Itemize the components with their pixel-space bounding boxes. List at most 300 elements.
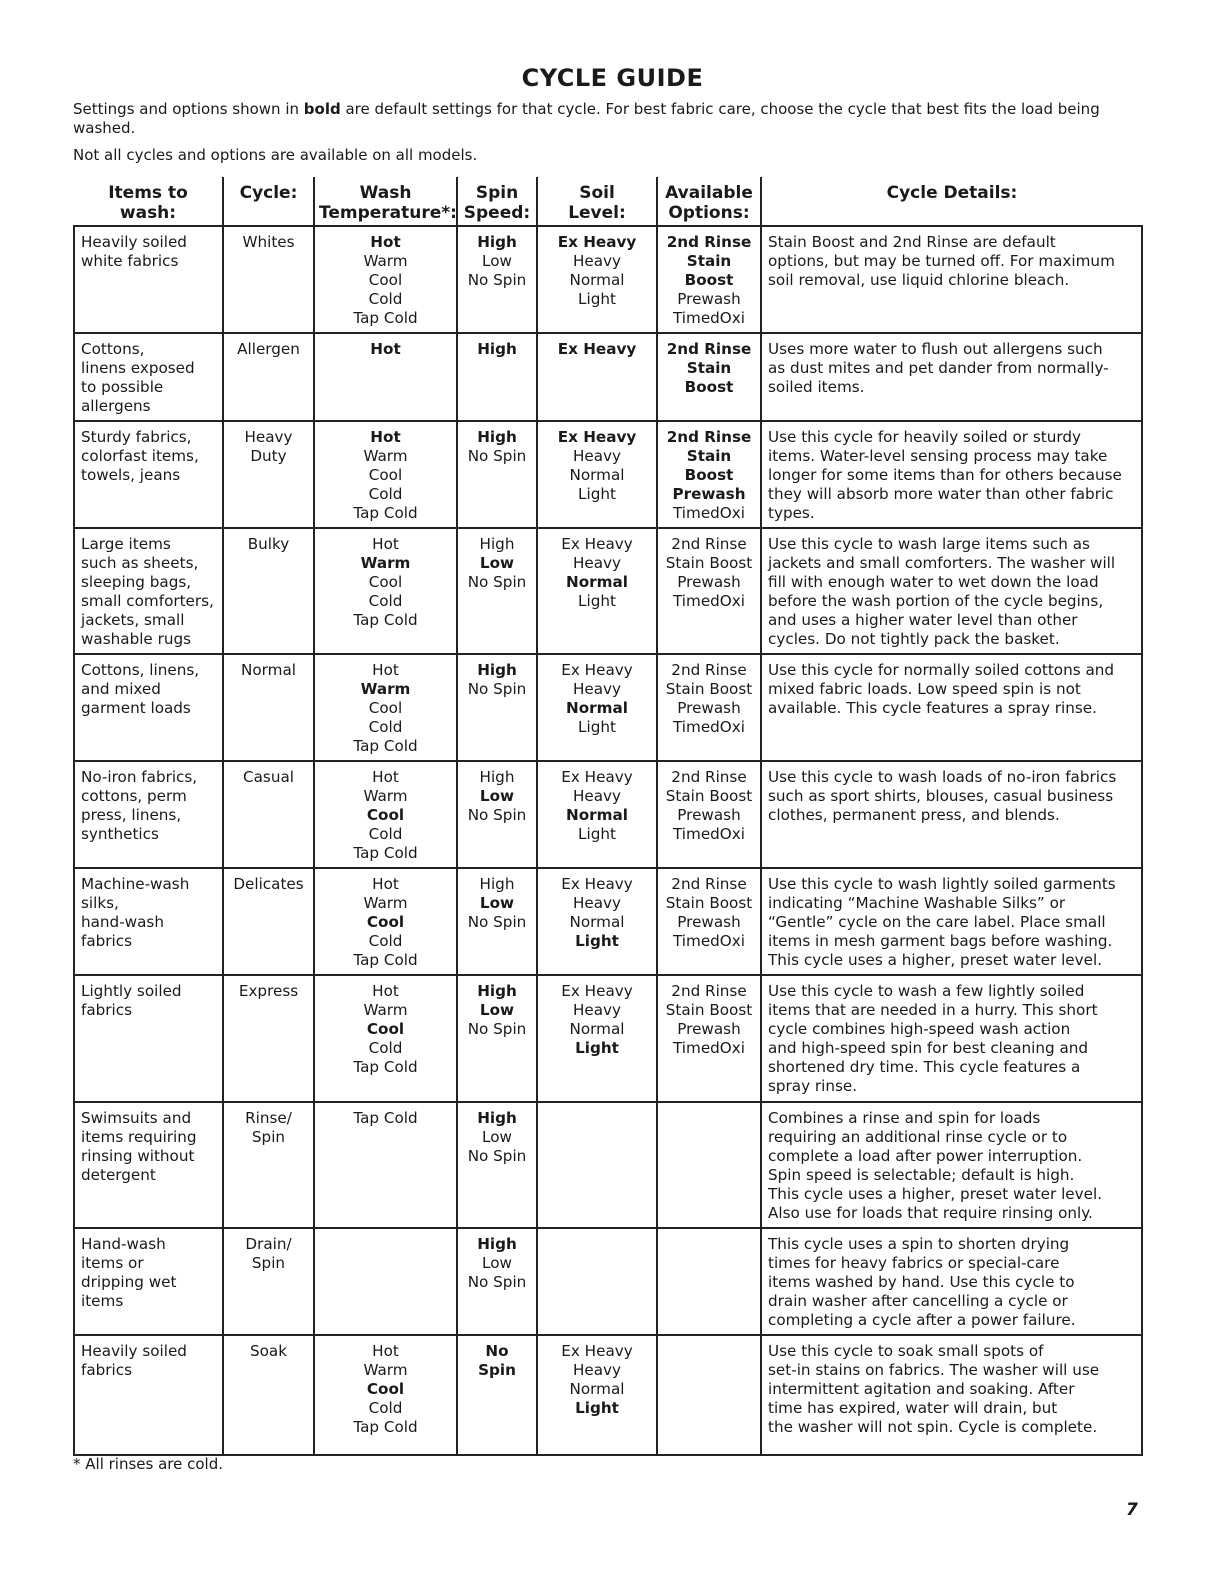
temp-value: Cool bbox=[368, 271, 403, 289]
cycle-text: Rinse/ bbox=[245, 1109, 292, 1127]
spin-value: High bbox=[479, 535, 515, 553]
temp-value: Tap Cold bbox=[353, 1058, 418, 1076]
details-text: Use this cycle to wash loads of no-iron fabrics bbox=[768, 768, 1117, 786]
details-text: items. Water-level sensing process may take bbox=[768, 447, 1108, 465]
details-cell bbox=[761, 1228, 1142, 1335]
temp-value: Cool bbox=[366, 806, 405, 824]
items-cell bbox=[74, 1335, 223, 1455]
options-value: Stain Boost bbox=[665, 894, 753, 912]
temp-value: Tap Cold bbox=[353, 309, 418, 327]
spin-value: No Spin bbox=[467, 913, 527, 931]
options-value: TimedOxi bbox=[673, 932, 745, 950]
temp-value: Cold bbox=[368, 1399, 403, 1417]
items-text: Heavily soiled bbox=[81, 233, 187, 251]
options-value: 2nd Rinse bbox=[666, 340, 752, 358]
soil-value: Normal bbox=[569, 271, 625, 289]
options-value: 2nd Rinse bbox=[671, 661, 747, 679]
header-soil-text: Level: bbox=[568, 203, 626, 223]
items-text: Cottons, linens, bbox=[81, 661, 200, 679]
soil-value: Light bbox=[578, 290, 616, 308]
details-text: drain washer after cancelling a cycle or bbox=[768, 1292, 1068, 1310]
temp-cell bbox=[314, 1335, 457, 1455]
table-row bbox=[74, 333, 1142, 421]
temp-value: Warm bbox=[363, 894, 408, 912]
intro-paragraph-2: Not all cycles and options are available on all models. bbox=[73, 146, 478, 164]
details-text: jackets and small comforters. The washer will bbox=[768, 554, 1116, 572]
details-text: options, but may be turned off. For maximum bbox=[768, 252, 1115, 270]
details-text: requiring an additional rinse cycle or to bbox=[768, 1128, 1068, 1146]
details-text: soil removal, use liquid chlorine bleach. bbox=[768, 271, 1070, 289]
header-spin-text: Spin bbox=[475, 183, 519, 203]
items-text: colorfast items, bbox=[81, 447, 199, 465]
table-body bbox=[74, 226, 1142, 1455]
items-cell bbox=[74, 1228, 223, 1335]
soil-value: Light bbox=[578, 825, 616, 843]
items-text: press, linens, bbox=[81, 806, 182, 824]
temp-value: Warm bbox=[363, 787, 408, 805]
soil-value: Ex Heavy bbox=[561, 535, 633, 553]
table-row bbox=[74, 975, 1142, 1102]
cycle-cell bbox=[223, 1335, 314, 1455]
details-text: and uses a higher water level than other bbox=[768, 611, 1078, 629]
spin-cell bbox=[457, 528, 537, 654]
temp-value: Cool bbox=[368, 573, 403, 591]
intro-text-part: are default settings for that cycle. For best fabric care, choose the cycle that best fits the load being washed. bbox=[73, 100, 1100, 137]
details-text: “Gentle” cycle on the care label. Place small bbox=[768, 913, 1106, 931]
details-text: before the wash portion of the cycle begins, bbox=[768, 592, 1104, 610]
table-row bbox=[74, 528, 1142, 654]
temp-value: Cool bbox=[366, 1020, 405, 1038]
cycle-text: Spin bbox=[251, 1254, 286, 1272]
details-text: fill with enough water to wet down the load bbox=[768, 573, 1099, 591]
temp-value: Cool bbox=[366, 1380, 405, 1398]
items-text: white fabrics bbox=[81, 252, 179, 270]
temp-cell bbox=[314, 226, 457, 333]
options-value: Prewash bbox=[677, 573, 741, 591]
page-title: CYCLE GUIDE bbox=[521, 64, 704, 92]
header-soil bbox=[537, 177, 657, 226]
spin-value: Low bbox=[479, 894, 515, 912]
spin-value: Low bbox=[479, 554, 515, 572]
soil-cell bbox=[537, 975, 657, 1102]
table-row bbox=[74, 868, 1142, 975]
soil-value: Normal bbox=[569, 1380, 625, 1398]
items-text: Swimsuits and bbox=[81, 1109, 192, 1127]
temp-value: Cool bbox=[368, 699, 403, 717]
temp-value: Hot bbox=[372, 768, 399, 786]
cycle-text: Spin bbox=[251, 1128, 286, 1146]
soil-value: Heavy bbox=[572, 1001, 622, 1019]
items-cell bbox=[74, 528, 223, 654]
details-text: This cycle uses a higher, preset water level. bbox=[768, 951, 1103, 969]
details-text: soiled items. bbox=[768, 378, 865, 396]
spin-value: Low bbox=[482, 252, 512, 270]
spin-value: High bbox=[477, 1235, 517, 1253]
details-text: Stain Boost and 2nd Rinse are default bbox=[768, 233, 1056, 251]
options-cell bbox=[657, 421, 761, 528]
items-text: items requiring bbox=[81, 1128, 197, 1146]
items-text: such as sheets, bbox=[81, 554, 199, 572]
options-value: Stain Boost bbox=[665, 554, 753, 572]
details-cell bbox=[761, 761, 1142, 868]
temp-value: Tap Cold bbox=[353, 504, 418, 522]
temp-value: Warm bbox=[360, 554, 411, 572]
details-cell bbox=[761, 1335, 1142, 1455]
items-cell bbox=[74, 333, 223, 421]
cycle-cell bbox=[223, 654, 314, 761]
temp-cell bbox=[314, 654, 457, 761]
cycle-cell bbox=[223, 421, 314, 528]
options-cell bbox=[657, 226, 761, 333]
header-soil-text: Soil bbox=[579, 183, 615, 203]
header-details bbox=[761, 177, 1142, 226]
temp-value: Hot bbox=[372, 875, 399, 893]
cycle-text: Allergen bbox=[237, 340, 300, 358]
soil-value: Ex Heavy bbox=[561, 1342, 633, 1360]
spin-cell bbox=[457, 868, 537, 975]
items-cell bbox=[74, 761, 223, 868]
items-text: towels, jeans bbox=[81, 466, 181, 484]
options-value: Prewash bbox=[677, 913, 741, 931]
details-text: This cycle uses a spin to shorten drying bbox=[768, 1235, 1070, 1253]
options-value: TimedOxi bbox=[673, 718, 745, 736]
spin-value: High bbox=[477, 428, 517, 446]
soil-value: Heavy bbox=[572, 787, 622, 805]
details-text: items that are needed in a hurry. This short bbox=[768, 1001, 1098, 1019]
details-text: and high-speed spin for best cleaning and bbox=[768, 1039, 1089, 1057]
options-value: Stain Boost bbox=[665, 1001, 753, 1019]
details-cell bbox=[761, 528, 1142, 654]
spin-cell bbox=[457, 333, 537, 421]
details-cell bbox=[761, 868, 1142, 975]
soil-value: Normal bbox=[569, 1020, 625, 1038]
options-cell bbox=[657, 975, 761, 1102]
header-spin bbox=[457, 177, 537, 226]
items-text: Lightly soiled bbox=[81, 982, 182, 1000]
items-text: dripping wet bbox=[81, 1273, 177, 1291]
table-row bbox=[74, 761, 1142, 868]
details-text: clothes, permanent press, and blends. bbox=[768, 806, 1060, 824]
items-text: Sturdy fabrics, bbox=[81, 428, 192, 446]
details-text: Use this cycle to wash lightly soiled garments bbox=[768, 875, 1116, 893]
header-items-text: wash: bbox=[119, 203, 177, 223]
table-row bbox=[74, 654, 1142, 761]
items-text: fabrics bbox=[81, 1361, 133, 1379]
details-text: time has expired, water will drain, but bbox=[768, 1399, 1058, 1417]
soil-value: Light bbox=[575, 932, 619, 950]
spin-value: High bbox=[479, 875, 515, 893]
details-text: items washed by hand. Use this cycle to bbox=[768, 1273, 1075, 1291]
details-cell bbox=[761, 1102, 1142, 1228]
items-text: Cottons, bbox=[81, 340, 145, 358]
soil-value: Normal bbox=[566, 699, 628, 717]
spin-value: Low bbox=[482, 1128, 512, 1146]
items-cell bbox=[74, 1102, 223, 1228]
options-value: TimedOxi bbox=[673, 1039, 745, 1057]
soil-value: Light bbox=[575, 1399, 619, 1417]
items-text: Hand-wash bbox=[81, 1235, 166, 1253]
temp-value: Tap Cold bbox=[353, 1418, 418, 1436]
details-text: available. This cycle features a spray rinse. bbox=[768, 699, 1097, 717]
intro-text-part: Settings and options shown in bbox=[73, 100, 304, 118]
spin-value: High bbox=[477, 1109, 517, 1127]
details-text: longer for some items than for others because bbox=[768, 466, 1122, 484]
options-cell bbox=[657, 1335, 761, 1455]
items-cell bbox=[74, 421, 223, 528]
soil-value: Ex Heavy bbox=[561, 982, 633, 1000]
soil-cell bbox=[537, 1335, 657, 1455]
items-cell bbox=[74, 975, 223, 1102]
items-cell bbox=[74, 654, 223, 761]
soil-value: Normal bbox=[566, 573, 628, 591]
details-text: Uses more water to flush out allergens such bbox=[768, 340, 1103, 358]
details-text: as dust mites and pet dander from normally- bbox=[768, 359, 1109, 377]
options-value: 2nd Rinse bbox=[666, 233, 752, 251]
temp-value: Cold bbox=[368, 1039, 403, 1057]
details-text: types. bbox=[768, 504, 815, 522]
temp-cell bbox=[314, 528, 457, 654]
spin-value: Low bbox=[479, 787, 515, 805]
cycle-cell bbox=[223, 528, 314, 654]
soil-value: Light bbox=[578, 718, 616, 736]
options-value: Stain Boost bbox=[665, 680, 753, 698]
temp-value: Tap Cold bbox=[353, 1109, 418, 1127]
temp-value: Cold bbox=[368, 825, 403, 843]
options-value: Stain Boost bbox=[684, 359, 734, 396]
soil-value: Heavy bbox=[572, 554, 622, 572]
temp-value: Warm bbox=[363, 252, 408, 270]
header-options-text: Options: bbox=[668, 203, 750, 223]
options-cell bbox=[657, 528, 761, 654]
details-text: cycles. Do not tightly pack the basket. bbox=[768, 630, 1060, 648]
details-text: intermittent agitation and soaking. After bbox=[768, 1380, 1075, 1398]
temp-value: Cold bbox=[368, 485, 403, 503]
temp-value: Hot bbox=[372, 1342, 399, 1360]
items-text: small comforters, bbox=[81, 592, 214, 610]
options-cell bbox=[657, 333, 761, 421]
cycle-text: Duty bbox=[250, 447, 287, 465]
options-cell bbox=[657, 1228, 761, 1335]
temp-cell bbox=[314, 868, 457, 975]
soil-cell bbox=[537, 421, 657, 528]
spin-cell bbox=[457, 1228, 537, 1335]
soil-value: Normal bbox=[569, 913, 625, 931]
items-text: synthetics bbox=[81, 825, 159, 843]
items-text: rinsing without bbox=[81, 1147, 195, 1165]
soil-cell bbox=[537, 528, 657, 654]
details-text: times for heavy fabrics or special-care bbox=[768, 1254, 1060, 1272]
header-spin-text: Speed: bbox=[463, 203, 531, 223]
details-text: This cycle uses a higher, preset water level. bbox=[768, 1185, 1103, 1203]
details-cell bbox=[761, 226, 1142, 333]
options-value: 2nd Rinse bbox=[671, 875, 747, 893]
temp-value: Hot bbox=[370, 340, 401, 358]
temp-cell bbox=[314, 1228, 457, 1335]
details-text: completing a cycle after a power failure. bbox=[768, 1311, 1076, 1329]
header-options bbox=[657, 177, 761, 226]
cycle-text: Soak bbox=[249, 1342, 288, 1360]
items-text: jackets, small bbox=[81, 611, 185, 629]
soil-value: Heavy bbox=[572, 447, 622, 465]
details-cell bbox=[761, 333, 1142, 421]
spin-cell bbox=[457, 226, 537, 333]
page-number: 7 bbox=[1126, 1500, 1138, 1520]
header-temp-text: Wash bbox=[359, 183, 412, 203]
items-text: sleeping bags, bbox=[81, 573, 192, 591]
items-text: allergens bbox=[81, 397, 151, 415]
cycle-text: Heavy bbox=[244, 428, 293, 446]
items-text: Machine-wash bbox=[81, 875, 190, 893]
options-value: 2nd Rinse bbox=[666, 428, 752, 446]
temp-value: Cool bbox=[366, 913, 405, 931]
soil-cell bbox=[537, 226, 657, 333]
soil-value: Ex Heavy bbox=[557, 340, 637, 358]
options-cell bbox=[657, 654, 761, 761]
items-text: washable rugs bbox=[81, 630, 192, 648]
details-text: the washer will not spin. Cycle is complete. bbox=[768, 1418, 1098, 1436]
header-cycle bbox=[223, 177, 314, 226]
spin-value: High bbox=[479, 768, 515, 786]
items-text: hand-wash bbox=[81, 913, 164, 931]
details-text: Use this cycle to soak small spots of bbox=[768, 1342, 1044, 1360]
soil-value: Ex Heavy bbox=[557, 428, 637, 446]
items-cell bbox=[74, 226, 223, 333]
details-text: mixed fabric loads. Low speed spin is not bbox=[768, 680, 1081, 698]
spin-value: No Spin bbox=[467, 1147, 527, 1165]
temp-value: Tap Cold bbox=[353, 844, 418, 862]
items-text: items or bbox=[81, 1254, 144, 1272]
temp-value: Cold bbox=[368, 592, 403, 610]
spin-value: High bbox=[477, 233, 517, 251]
spin-value: High bbox=[477, 661, 517, 679]
spin-cell bbox=[457, 1102, 537, 1228]
soil-value: Ex Heavy bbox=[557, 233, 637, 251]
temp-cell bbox=[314, 761, 457, 868]
temp-value: Hot bbox=[372, 535, 399, 553]
items-text: linens exposed bbox=[81, 359, 195, 377]
temp-value: Cool bbox=[368, 466, 403, 484]
intro-text bbox=[73, 100, 1143, 173]
details-text: cycle combines high-speed wash action bbox=[768, 1020, 1071, 1038]
header-details-text: Cycle Details: bbox=[886, 183, 1018, 203]
cycle-cell bbox=[223, 1102, 314, 1228]
options-value: TimedOxi bbox=[673, 825, 745, 843]
intro-paragraph-1 bbox=[73, 100, 1143, 138]
items-text: fabrics bbox=[81, 932, 133, 950]
options-cell bbox=[657, 868, 761, 975]
table-row bbox=[74, 226, 1142, 333]
cycle-text: Bulky bbox=[247, 535, 290, 553]
spin-value: No Spin bbox=[467, 447, 527, 465]
temp-value: Warm bbox=[363, 447, 408, 465]
spin-value: High bbox=[477, 982, 517, 1000]
items-text: silks, bbox=[81, 894, 119, 912]
options-value: 2nd Rinse bbox=[671, 982, 747, 1000]
details-text: Spin speed is selectable; default is high. bbox=[768, 1166, 1075, 1184]
spin-value: No Spin bbox=[467, 1273, 527, 1291]
options-value: 2nd Rinse bbox=[671, 768, 747, 786]
cycle-text: Whites bbox=[242, 233, 295, 251]
spin-cell bbox=[457, 761, 537, 868]
spin-cell bbox=[457, 975, 537, 1102]
items-text: cottons, perm bbox=[81, 787, 187, 805]
items-text: fabrics bbox=[81, 1001, 133, 1019]
spin-value: No Spin bbox=[467, 271, 527, 289]
items-text: items bbox=[81, 1292, 124, 1310]
soil-value: Heavy bbox=[572, 894, 622, 912]
temp-value: Hot bbox=[370, 428, 401, 446]
cycle-cell bbox=[223, 761, 314, 868]
spin-cell bbox=[457, 654, 537, 761]
soil-value: Normal bbox=[569, 466, 625, 484]
header-options-text: Available bbox=[665, 183, 753, 203]
header-temp bbox=[314, 177, 457, 226]
cycle-cell bbox=[223, 868, 314, 975]
options-cell bbox=[657, 761, 761, 868]
details-text: Use this cycle for heavily soiled or sturdy bbox=[768, 428, 1081, 446]
options-value: Stain Boost bbox=[684, 252, 734, 289]
temp-value: Cold bbox=[368, 932, 403, 950]
cycle-cell bbox=[223, 1228, 314, 1335]
header-items-text: Items to bbox=[108, 183, 188, 203]
options-value: Stain Boost bbox=[665, 787, 753, 805]
temp-cell bbox=[314, 333, 457, 421]
temp-value: Tap Cold bbox=[353, 737, 418, 755]
temp-value: Tap Cold bbox=[353, 611, 418, 629]
options-value: TimedOxi bbox=[673, 309, 745, 327]
soil-value: Ex Heavy bbox=[561, 661, 633, 679]
soil-cell bbox=[537, 1228, 657, 1335]
soil-cell bbox=[537, 868, 657, 975]
header-items bbox=[74, 177, 223, 226]
soil-value: Light bbox=[578, 485, 616, 503]
table-row bbox=[74, 421, 1142, 528]
spin-value: High bbox=[477, 340, 517, 358]
header-cycle-text: Cycle: bbox=[239, 183, 298, 203]
items-cell bbox=[74, 868, 223, 975]
cycle-cell bbox=[223, 226, 314, 333]
details-text: set-in stains on fabrics. The washer will use bbox=[768, 1361, 1100, 1379]
temp-value: Warm bbox=[360, 680, 411, 698]
soil-cell bbox=[537, 654, 657, 761]
spin-value: Low bbox=[479, 1001, 515, 1019]
cycle-cell bbox=[223, 333, 314, 421]
details-text: complete a load after power interruption. bbox=[768, 1147, 1083, 1165]
spin-value: No Spin bbox=[478, 1342, 516, 1379]
items-text: garment loads bbox=[81, 699, 191, 717]
soil-value: Light bbox=[575, 1039, 619, 1057]
soil-value: Heavy bbox=[572, 1361, 622, 1379]
options-value: TimedOxi bbox=[673, 504, 745, 522]
spin-value: No Spin bbox=[467, 806, 527, 824]
details-text: they will absorb more water than other fabric bbox=[768, 485, 1114, 503]
table-row bbox=[74, 1335, 1142, 1455]
items-text: detergent bbox=[81, 1166, 156, 1184]
options-value: Prewash bbox=[677, 1020, 741, 1038]
details-text: indicating “Machine Washable Silks” or bbox=[768, 894, 1066, 912]
temp-value: Warm bbox=[363, 1001, 408, 1019]
temp-cell bbox=[314, 421, 457, 528]
soil-value: Normal bbox=[566, 806, 628, 824]
options-value: 2nd Rinse bbox=[671, 535, 747, 553]
soil-value: Ex Heavy bbox=[561, 875, 633, 893]
options-value: Prewash bbox=[677, 699, 741, 717]
spin-value: No Spin bbox=[467, 680, 527, 698]
header-temp-text: Temperature*: bbox=[319, 203, 457, 223]
spin-value: Low bbox=[482, 1254, 512, 1272]
temp-value: Warm bbox=[363, 1361, 408, 1379]
cycle-text: Express bbox=[238, 982, 299, 1000]
